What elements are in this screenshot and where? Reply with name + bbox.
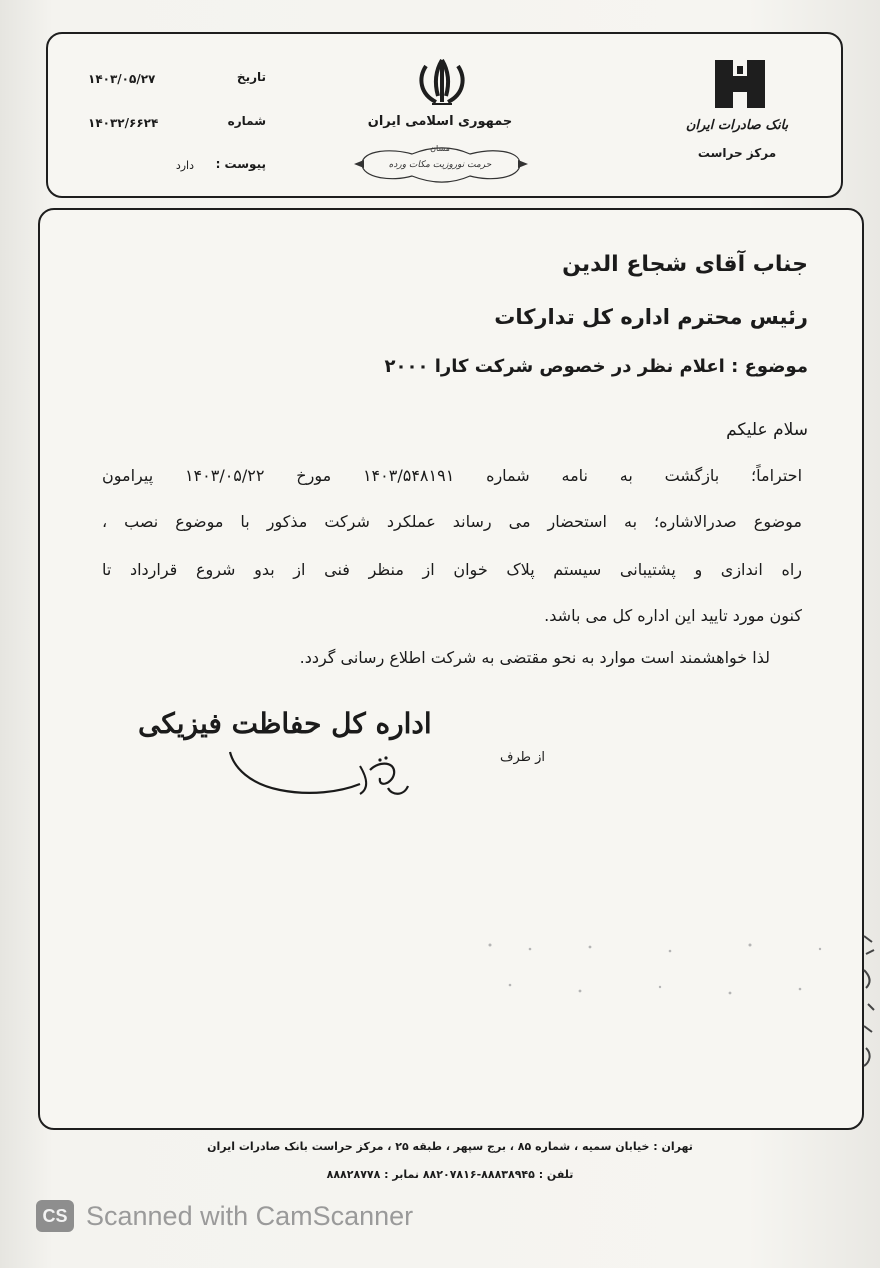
camscanner-watermark: Scanned with CamScanner [86,1201,414,1231]
iran-emblem-icon [412,56,472,108]
body-line: احتراماً؛ بازگشت به نامه شماره ۱۴۰۳/۵۴۸۱۹۱ مورخ ۱۴۰۳/۰۵/۲۲ پیرامون [102,466,803,485]
salutation: سلام علیکم [726,420,808,440]
bank-department: مرکز حراست [697,146,777,160]
department-stamp: اداره کل حفاظت فیزیکی [138,707,432,740]
number-label: شماره [227,114,266,128]
letter-subject: موضوع : اعلام نظر در خصوص شرکت کارا ۲۰۰۰ [384,356,808,377]
date-value: ۱۴۰۳/۰۵/۲۷ [88,72,156,86]
attachment-value: دارد [175,159,194,172]
republic-title: جمهوری اسلامی ایران [367,114,513,129]
attachment-label: پیوست : [215,157,266,171]
body-line: کنون مورد تایید این اداره کل می باشد. [544,606,802,625]
number-value: ۱۴۰۳۲/۶۶۲۴ [88,116,159,130]
body-line: راه اندازی و پشتیبانی سیستم پلاک خوان از منظر فنی از بدو شروع قرارداد تا [102,560,802,579]
date-label: تاریخ [236,70,266,84]
faint-marks [470,935,850,1015]
body-line: موضوع صدرالاشاره؛ به استحضار می رساند عملکرد شرکت مذکور با موضوع نصب ، [102,512,802,531]
footer-address: تهران : خیابان سمیه ، شماره ۸۵ ، برج سپهر ، طبقه ۲۵ ، مرکز حراست بانک صادرات ایران [207,1140,693,1153]
on-behalf-label: از طرف [500,750,546,765]
bank-name: بانک صادرات ایران [685,118,789,133]
footer-phone: تلفن : ۸۸۸۳۸۹۴۵-۸۸۲۰۷۸۱۶ نمابر : ۸۸۸۲۸۷۷۸ [326,1168,574,1181]
stamp-text: حرمت نوروزیت مکات ورده [388,160,492,170]
addressee: جناب آقای شجاع الدین [562,252,808,277]
camscanner-logo-icon: CS [36,1200,74,1232]
handwritten-signature-icon [220,748,420,808]
stamp-top-text: مسان [430,144,450,153]
margin-handwriting-icon [858,930,880,1070]
addressee-title: رئیس محترم اداره کل تدارکات [494,305,808,329]
bank-logo-icon [713,58,767,110]
closing-line: لذا خواهشمند است موارد به نحو مقتضی به شرکت اطلاع رسانی گردد. [299,648,770,667]
